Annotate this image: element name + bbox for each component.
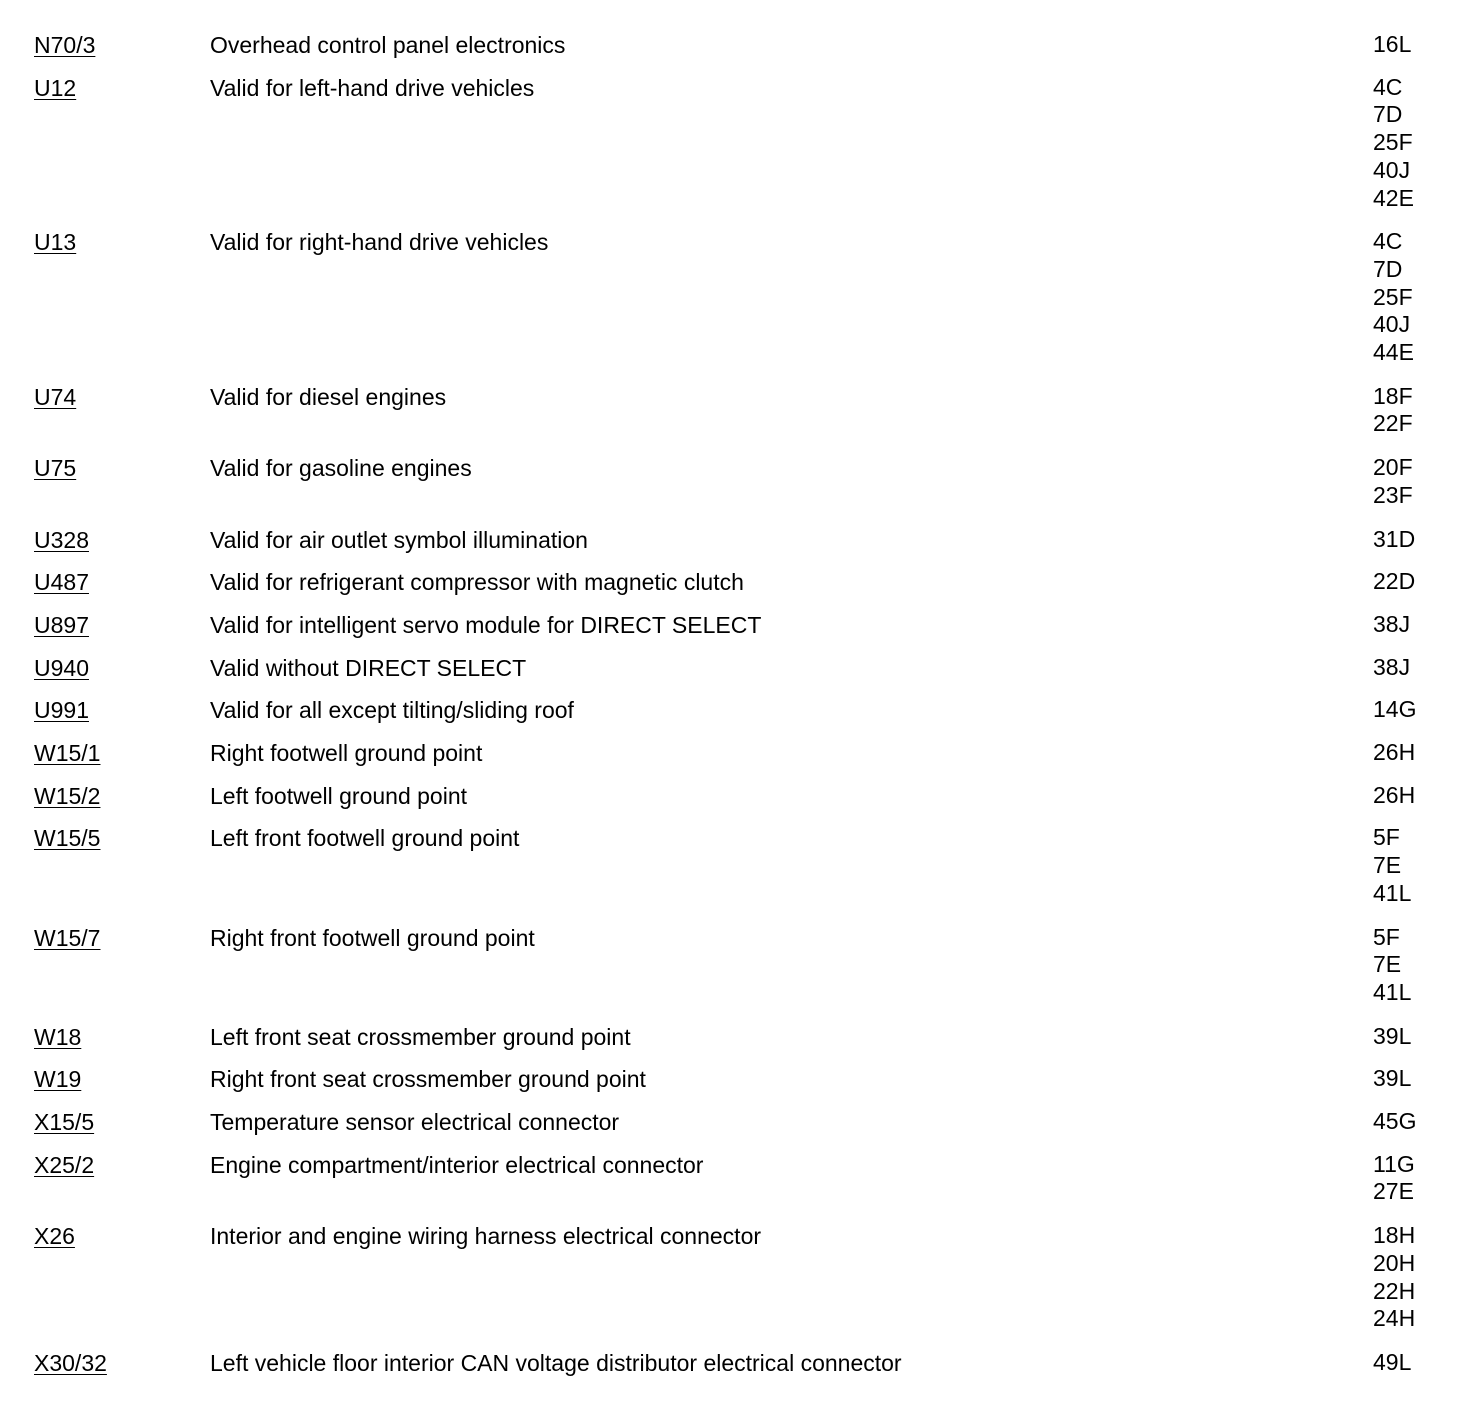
component-code-link[interactable]: U897: [34, 611, 89, 638]
component-code-link[interactable]: U75: [34, 455, 77, 482]
grid-reference: 20H: [1373, 1249, 1416, 1276]
component-code-link[interactable]: N70/3: [34, 32, 96, 58]
component-description: Valid for air outlet symbol illumination: [210, 526, 588, 553]
grid-reference-list: [1373, 526, 1415, 554]
component-description: Valid for all except tilting/sliding roof: [210, 697, 574, 724]
component-code-link[interactable]: U940: [34, 654, 89, 681]
grid-reference: 39L: [1373, 1065, 1412, 1092]
grid-reference: 5F: [1373, 923, 1400, 950]
component-description: Valid for gasoline engines: [210, 455, 472, 482]
grid-reference: 18H: [1373, 1222, 1416, 1249]
grid-reference-list: [1373, 824, 1411, 907]
grid-reference: 41L: [1373, 978, 1412, 1005]
grid-reference-list: [1373, 1108, 1416, 1136]
component-code-link[interactable]: U12: [34, 74, 77, 101]
grid-reference-list: [1373, 654, 1410, 682]
grid-reference-list: [1373, 696, 1416, 724]
component-description: Left front seat crossmember ground point: [210, 1023, 631, 1050]
grid-reference-list: [1373, 1222, 1415, 1333]
grid-reference-list: [1373, 568, 1415, 596]
grid-reference-list: [1373, 1065, 1411, 1093]
grid-reference: 45G: [1373, 1108, 1417, 1134]
grid-reference: 25F: [1373, 283, 1413, 310]
component-description: Valid for left-hand drive vehicles: [210, 74, 535, 101]
component-code-link[interactable]: X25/2: [34, 1151, 95, 1178]
grid-reference: 5F: [1373, 824, 1400, 851]
grid-reference: 22H: [1373, 1277, 1416, 1304]
grid-reference-list: [1373, 383, 1413, 438]
grid-reference-list: [1373, 454, 1413, 509]
component-code-link[interactable]: X15/5: [34, 1109, 95, 1135]
grid-reference: 4C: [1373, 228, 1403, 255]
component-description: Temperature sensor electrical connector: [210, 1109, 620, 1135]
component-code-link[interactable]: W15/1: [34, 740, 101, 766]
component-code-link[interactable]: X30/32: [34, 1349, 107, 1376]
grid-reference-list: [1373, 1023, 1411, 1051]
grid-reference: 7D: [1373, 101, 1403, 128]
grid-reference: 7E: [1373, 951, 1402, 978]
component-description: Engine compartment/interior electrical connector: [210, 1151, 704, 1178]
component-code-link[interactable]: U13: [34, 229, 77, 256]
grid-reference: 7E: [1373, 852, 1402, 879]
component-code-link[interactable]: W15/5: [34, 825, 101, 852]
component-description: Interior and engine wiring harness electrical connector: [210, 1223, 762, 1250]
grid-reference: 22D: [1373, 568, 1416, 595]
grid-reference: 7D: [1373, 255, 1403, 282]
component-description: Overhead control panel electronics: [210, 32, 566, 58]
grid-reference: 26H: [1373, 781, 1416, 808]
component-description: Valid for diesel engines: [210, 383, 447, 410]
component-code-link[interactable]: W15/7: [34, 924, 101, 951]
grid-reference: 24H: [1373, 1305, 1416, 1332]
component-code-link[interactable]: W15/2: [34, 782, 101, 809]
grid-reference-list: [1373, 228, 1414, 367]
grid-reference: 41L: [1373, 879, 1412, 906]
grid-reference-list: [1373, 74, 1414, 213]
component-code-link[interactable]: U328: [34, 526, 89, 553]
grid-reference-list: [1373, 1151, 1415, 1206]
component-code-link[interactable]: U487: [34, 569, 89, 596]
component-description: Valid for right-hand drive vehicles: [210, 229, 549, 256]
component-code-link[interactable]: U991: [34, 697, 89, 724]
grid-reference: 22F: [1373, 410, 1413, 437]
grid-reference-list: [1373, 31, 1411, 59]
grid-reference-list: [1373, 611, 1410, 639]
grid-reference-list: [1373, 1349, 1411, 1377]
grid-reference: 14G: [1373, 696, 1417, 723]
component-code-link[interactable]: W18: [34, 1023, 82, 1050]
grid-reference: 4C: [1373, 73, 1403, 100]
grid-reference: 23F: [1373, 481, 1413, 508]
grid-reference-list: [1373, 924, 1411, 1007]
component-code-link[interactable]: U74: [34, 383, 77, 410]
grid-reference: 20F: [1373, 454, 1413, 481]
grid-reference: 38J: [1373, 653, 1411, 680]
component-description: Left footwell ground point: [210, 782, 468, 809]
component-description: Right front footwell ground point: [210, 924, 535, 951]
grid-reference: 38J: [1373, 610, 1411, 637]
grid-reference: 44E: [1373, 339, 1414, 365]
component-description: Right footwell ground point: [210, 740, 483, 766]
grid-reference-list: [1373, 739, 1415, 767]
component-description: Right front seat crossmember ground point: [210, 1066, 646, 1093]
component-description: Left front footwell ground point: [210, 825, 520, 852]
grid-reference: 42E: [1373, 184, 1414, 211]
component-code-link[interactable]: W19: [34, 1066, 82, 1093]
grid-reference: 27E: [1373, 1178, 1414, 1205]
grid-reference-list: [1373, 782, 1415, 810]
grid-reference: 49L: [1373, 1348, 1412, 1375]
component-description: Valid without DIRECT SELECT: [210, 654, 527, 681]
grid-reference: 31D: [1373, 525, 1416, 552]
grid-reference: 40J: [1373, 311, 1411, 338]
component-description: Valid for intelligent servo module for DIRECT SELECT: [210, 611, 762, 638]
grid-reference: 16L: [1373, 31, 1412, 57]
grid-reference: 39L: [1373, 1022, 1412, 1049]
grid-reference: 40J: [1373, 156, 1411, 183]
grid-reference: 11G: [1373, 1150, 1415, 1177]
grid-reference: 18F: [1373, 382, 1413, 409]
grid-reference: 26H: [1373, 739, 1416, 765]
component-code-link[interactable]: X26: [34, 1223, 75, 1250]
grid-reference: 25F: [1373, 129, 1413, 156]
component-description: Valid for refrigerant compressor with magnetic clutch: [210, 569, 744, 596]
component-description: Left vehicle floor interior CAN voltage distributor electrical connector: [210, 1349, 902, 1376]
